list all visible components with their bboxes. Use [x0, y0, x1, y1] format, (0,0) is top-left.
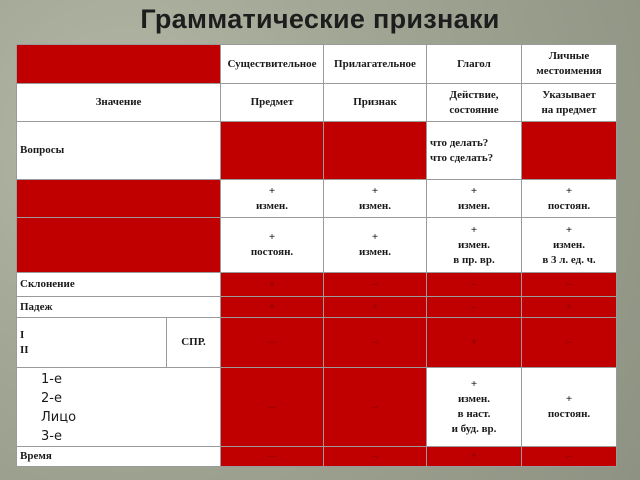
- cell-line: в наст.: [457, 408, 491, 420]
- cell-conj-verb: +: [427, 318, 522, 368]
- cell-line: измен.: [358, 199, 392, 212]
- cell-person-adjective: –: [324, 368, 427, 447]
- cell-line: +: [268, 231, 276, 243]
- cell-a-adjective: [324, 180, 427, 218]
- cell-line: измен.: [457, 199, 491, 212]
- cell-line: +: [371, 184, 379, 197]
- cell-a-noun: [221, 180, 324, 218]
- table-row-person: [17, 368, 617, 447]
- cell-b-verb: [427, 218, 522, 273]
- cell-questions-noun: [221, 122, 324, 180]
- cell-line: +: [470, 184, 478, 197]
- cell-meaning-adjective: Признак: [324, 84, 427, 122]
- row-label-questions: Вопросы: [17, 122, 221, 180]
- grammar-table: [16, 44, 617, 467]
- row-label-empty: [17, 180, 221, 218]
- row-label-case: Падеж: [17, 297, 221, 318]
- cell-questions-verb: [427, 122, 522, 180]
- corner-cell: [17, 45, 221, 84]
- cell-person-noun: –: [221, 368, 324, 447]
- cell-tense-pronoun: –: [522, 447, 617, 467]
- cell-line: измен.: [358, 246, 392, 258]
- cell-line: на предмет: [541, 103, 597, 116]
- cell-questions-adjective: [324, 122, 427, 180]
- cell-line: +: [470, 378, 478, 390]
- cell-tense-adjective: –: [324, 447, 427, 467]
- cell-line: Указывает: [542, 88, 596, 101]
- row-label-person: [17, 368, 221, 447]
- cell-line: измен.: [457, 393, 491, 405]
- cell-declension-noun: +: [221, 273, 324, 297]
- cell-person-verb: [427, 368, 522, 447]
- cell-case-noun: +: [221, 297, 324, 318]
- cell-line: Действие,: [449, 88, 499, 101]
- cell-declension-verb: –: [427, 273, 522, 297]
- cell-meaning-pronoun: [522, 84, 617, 122]
- row-label-declension: Склонение: [17, 273, 221, 297]
- header-pronoun-line: Личные: [548, 50, 590, 62]
- row-label-meaning: Значение: [17, 84, 221, 122]
- cell-meaning-verb: [427, 84, 522, 122]
- table-row-meaning: [17, 84, 617, 122]
- cell-conj-pronoun: –: [522, 318, 617, 368]
- row-sublabel-conjugation: СПР.: [167, 318, 221, 368]
- cell-line: постоян.: [250, 246, 294, 258]
- cell-tense-noun: –: [221, 447, 324, 467]
- cell-line: 2-е: [41, 391, 62, 406]
- row-label-conjugation: [17, 318, 167, 368]
- cell-line: измен.: [457, 238, 491, 251]
- cell-declension-adjective: –: [324, 273, 427, 297]
- cell-line: +: [268, 184, 276, 197]
- cell-declension-pronoun: –: [522, 273, 617, 297]
- cell-b-adjective: [324, 218, 427, 273]
- cell-line: +: [565, 223, 573, 236]
- header-pronoun-line: местоимения: [536, 65, 602, 77]
- cell-a-verb: [427, 180, 522, 218]
- cell-line: I: [20, 328, 25, 341]
- table-row-declension: [17, 273, 617, 297]
- table-row-b: [17, 218, 617, 273]
- cell-line: +: [565, 184, 573, 197]
- table-row-questions: [17, 122, 617, 180]
- cell-line: состояние: [449, 103, 499, 116]
- cell-case-adjective: +: [324, 297, 427, 318]
- cell-line: что делать?: [430, 136, 489, 149]
- cell-line: постоян.: [547, 199, 591, 212]
- row-label-empty: [17, 218, 221, 273]
- cell-conj-adjective: –: [324, 318, 427, 368]
- table-row-case: [17, 297, 617, 318]
- cell-case-verb: –: [427, 297, 522, 318]
- header-pronoun: [522, 45, 617, 84]
- cell-line: Лицо: [41, 410, 77, 425]
- cell-line: измен.: [255, 199, 289, 212]
- cell-line: что сделать?: [430, 151, 494, 164]
- cell-line: 3-е: [41, 429, 62, 444]
- cell-line: +: [470, 223, 478, 236]
- cell-conj-noun: –: [221, 318, 324, 368]
- cell-line: постоян.: [547, 408, 591, 420]
- cell-line: измен.: [552, 238, 586, 251]
- cell-line: +: [565, 393, 573, 405]
- cell-tense-verb: +: [427, 447, 522, 467]
- cell-b-pronoun: [522, 218, 617, 273]
- cell-meaning-noun: Предмет: [221, 84, 324, 122]
- cell-line: II: [20, 343, 29, 356]
- table-row-a: [17, 180, 617, 218]
- cell-line: в пр. вр.: [453, 253, 495, 266]
- cell-questions-pronoun: [522, 122, 617, 180]
- row-label-tense: Время: [17, 447, 221, 467]
- cell-line: +: [371, 231, 379, 243]
- header-adjective: Прилагательное: [324, 45, 427, 84]
- cell-case-pronoun: +: [522, 297, 617, 318]
- cell-a-pronoun: [522, 180, 617, 218]
- header-noun: Существительное: [221, 45, 324, 84]
- cell-b-noun: [221, 218, 324, 273]
- slide-title: Грамматические признаки: [140, 4, 500, 34]
- cell-line: 1-е: [41, 372, 62, 387]
- table-row-conjugation: [17, 318, 617, 368]
- header-verb: Глагол: [427, 45, 522, 84]
- table-row-tense: [17, 447, 617, 467]
- cell-line: в 3 л. ед. ч.: [542, 253, 596, 266]
- cell-person-pronoun: [522, 368, 617, 447]
- cell-line: и буд. вр.: [451, 423, 497, 435]
- header-row: [17, 45, 617, 84]
